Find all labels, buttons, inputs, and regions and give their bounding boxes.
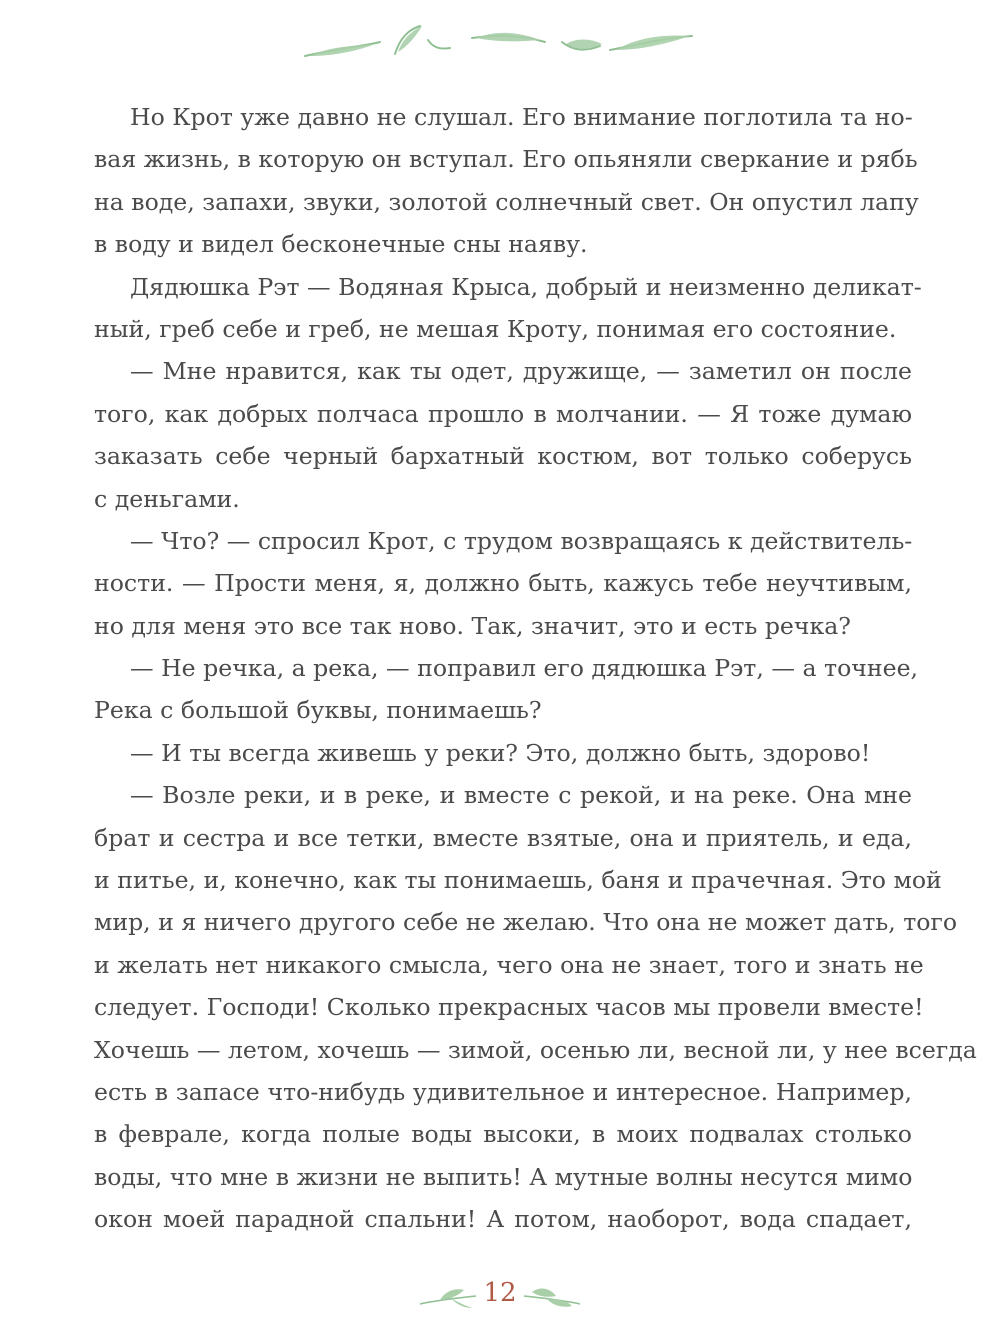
- body-text: [94, 96, 977, 1241]
- text-line: Но Крот уже давно не слушал. Его внимание поглотила та но-: [130, 103, 913, 131]
- text-line: мир, и я ничего другого себе не желаю. Что она не может дать, того: [94, 908, 958, 937]
- text-line: и желать нет никакого смысла, чего она не знает, того и знать не: [94, 950, 924, 979]
- text-line: Хочешь — летом, хочешь — зимой, осенью ли, весной ли, у нее всегда: [94, 1035, 977, 1064]
- text-line: заказать себе черный бархатный костюм, вот только соберусь: [94, 442, 912, 471]
- text-line: — Мне нравится, как ты одет, дружище, — заметил он после: [130, 357, 912, 386]
- text-line: окон моей парадной спальни! А потом, наоборот, вода спадает,: [94, 1205, 912, 1234]
- text-line: на воде, запахи, звуки, золотой солнечный свет. Он опустил лапу: [94, 187, 919, 216]
- text-line: того, как добрых полчаса прошло в молчании. — Я тоже думаю: [94, 399, 912, 428]
- text-line: и питье, и, конечно, как ты понимаешь, баня и прачечная. Это мой: [94, 866, 942, 895]
- text-line: брат и сестра и все тетки, вместе взятые, она и приятель, и еда,: [94, 823, 912, 852]
- text-line: есть в запасе что-нибудь удивительное и интересное. Например,: [94, 1077, 912, 1106]
- text-line: но для меня это все так ново. Так, значит, это и есть речка?: [94, 611, 851, 640]
- text-line: Река с большой буквы, понимаешь?: [94, 696, 542, 725]
- text-line: воды, что мне в жизни не выпить! А мутные волны несутся мимо: [94, 1162, 913, 1191]
- text-line: — Что? — спросил Крот, с трудом возвращаясь к действитель-: [130, 526, 913, 555]
- text-line: ный, греб себе и греб, не мешая Кроту, понимая его состояние.: [94, 314, 897, 343]
- leaf-branch-ornament-icon: [300, 18, 700, 68]
- text-line: в воду и видел бесконечные сны наяву.: [94, 230, 588, 259]
- text-line: в феврале, когда полые воды высоки, в моих подвалах столько: [94, 1120, 912, 1149]
- text-line: следует. Господи! Сколько прекрасных часов мы провели вместе!: [94, 993, 924, 1022]
- text-line: Дядюшка Рэт — Водяная Крыса, добрый и неизменно деликат-: [130, 272, 922, 301]
- leaf-sprig-right-icon: [522, 1282, 582, 1312]
- text-line: ности. — Прости меня, я, должно быть, кажусь тебе неучтивым,: [94, 569, 912, 598]
- text-line: с деньгами.: [94, 484, 240, 513]
- page-footer: [400, 1276, 600, 1316]
- text-line: вая жизнь, в которую он вступал. Его опьяняли сверкание и рябь: [94, 145, 918, 174]
- text-line: — Возле реки, и в реке, и вместе с рекой, и на реке. Она мне: [130, 781, 912, 810]
- text-line: — Не речка, а река, — поправил его дядюшка Рэт, — а точнее,: [130, 654, 919, 683]
- page-number: 12: [483, 1278, 517, 1308]
- text-line: — И ты всегда живешь у реки? Это, должно быть, здорово!: [130, 738, 871, 767]
